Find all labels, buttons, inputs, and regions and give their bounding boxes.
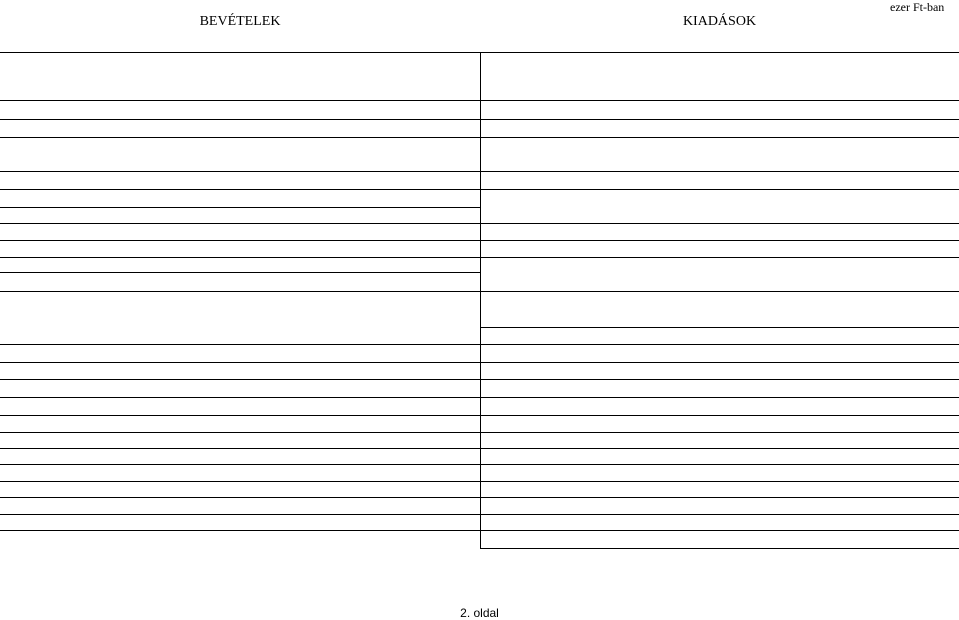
row-rule — [0, 240, 480, 241]
row-rule — [0, 481, 480, 482]
row-rule — [0, 448, 480, 449]
row-rule — [0, 272, 480, 273]
row-rule — [480, 432, 959, 433]
row-rule — [0, 497, 480, 498]
row-rule — [480, 291, 959, 292]
row-rule — [0, 119, 480, 120]
row-rule — [480, 137, 959, 138]
row-rule — [0, 223, 480, 224]
row-rule — [480, 223, 959, 224]
row-rule — [480, 379, 959, 380]
row-rule — [0, 189, 480, 190]
row-rule — [0, 207, 480, 208]
row-rule — [480, 119, 959, 120]
row-rule — [480, 497, 959, 498]
row-rule — [480, 171, 959, 172]
expense-title: KIADÁSOK — [682, 14, 757, 29]
row-rule — [480, 362, 959, 363]
row-rule — [480, 514, 959, 515]
row-rule — [0, 379, 480, 380]
row-rule — [0, 100, 480, 101]
row-rule — [0, 362, 480, 363]
row-rule — [480, 397, 959, 398]
column-rule — [480, 52, 481, 548]
row-rule — [480, 189, 959, 190]
row-rule — [480, 240, 959, 241]
row-rule — [0, 432, 480, 433]
row-rule — [480, 100, 959, 101]
row-rule — [480, 344, 959, 345]
row-rule — [480, 448, 959, 449]
unit-note: ezer Ft-ban — [890, 0, 945, 14]
row-rule — [0, 464, 480, 465]
row-rule — [0, 171, 480, 172]
row-rule — [480, 481, 959, 482]
row-rule — [480, 257, 959, 258]
row-rule — [0, 530, 480, 531]
row-rule — [480, 327, 959, 328]
row-rule — [0, 397, 480, 398]
row-rule — [0, 415, 480, 416]
page-number: 2. oldal — [460, 606, 499, 620]
row-rule — [0, 344, 480, 345]
row-rule — [0, 514, 480, 515]
row-rule — [0, 257, 480, 258]
row-rule — [480, 415, 959, 416]
row-rule — [0, 137, 480, 138]
row-rule — [480, 464, 959, 465]
row-rule — [480, 530, 959, 531]
row-rule — [480, 548, 959, 549]
income-title: BEVÉTELEK — [199, 14, 281, 29]
row-rule — [0, 291, 480, 292]
